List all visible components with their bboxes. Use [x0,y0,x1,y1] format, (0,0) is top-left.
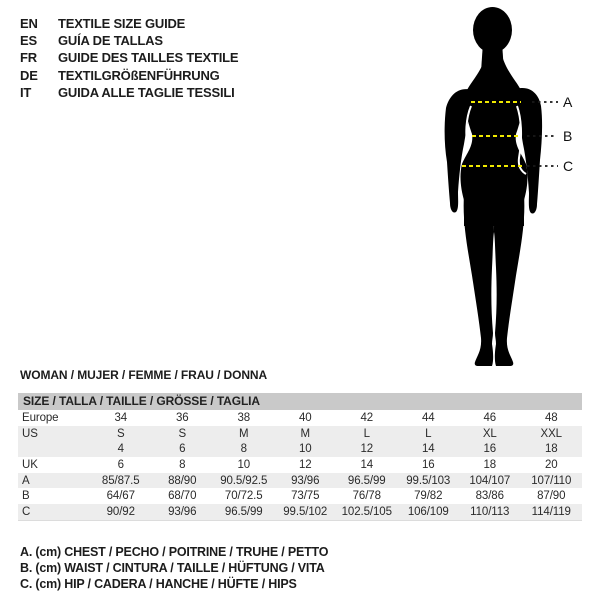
table-cell: 96.5/99 [224,505,263,518]
table-row-uk [18,457,582,473]
language-code: IT [20,84,32,100]
language-code: EN [20,16,38,32]
row-label: B [22,490,30,503]
table-row-us-number [18,441,582,457]
table-cell: 90.5/92.5 [220,474,268,487]
row-label: US [22,427,38,440]
language-code: FR [20,50,37,66]
table-cell: M [239,427,249,440]
language-title: GUÍA DE TALLAS [58,33,163,49]
language-code: DE [20,67,38,83]
table-cell: XL [482,427,497,440]
silhouette-right-leg [494,195,524,366]
row-label: UK [22,458,38,471]
language-row-fr [20,49,238,66]
table-cell: 44 [421,411,435,424]
table-cell: 68/70 [168,490,197,503]
table-cell: 104/107 [469,474,511,487]
table-cell: 42 [360,411,374,424]
table-cell: 107/110 [531,474,572,487]
table-cell: 96.5/99 [347,474,386,487]
language-title: TEXTILE SIZE GUIDE [58,16,186,32]
table-cell: 70/72.5 [224,490,263,503]
language-title: GUIDE DES TAILLES TEXTILE [58,50,239,66]
legend-line-hip: C. (cm) HIP / CADERA / HANCHE / HÜFTE / HIPS [20,577,297,591]
row-label: A [22,474,30,487]
table-cell: 20 [544,458,558,471]
row-label: C [22,505,31,518]
section-title: WOMAN / MUJER / FEMME / FRAU / DONNA [20,368,268,382]
table-cell: 76/78 [352,490,381,503]
table-cell: 16 [421,458,435,471]
table-cell: 79/82 [414,490,443,503]
table-cell: 16 [483,443,497,456]
table-cell: S [116,427,125,440]
table-cell: 34 [114,411,128,424]
language-title: GUIDA ALLE TAGLIE TESSILI [58,84,235,100]
table-cell: 4 [117,443,124,456]
measure-label-b: B [563,128,573,144]
woman-silhouette-figure [420,0,600,380]
row-label: Europe [22,411,59,424]
table-cell: 90/92 [106,505,135,518]
measurement-legend [20,544,328,592]
table-cell: 18 [544,443,558,456]
table-cell: 18 [483,458,497,471]
language-row-en [20,15,238,32]
table-cell: 99.5/103 [406,474,451,487]
table-cell: 14 [360,458,374,471]
language-list [20,15,238,101]
table-cell: 14 [421,443,435,456]
table-cell: 102.5/105 [341,505,392,518]
table-row-hip [18,504,582,520]
size-table-header: SIZE / TALLA / TAILLE / GRÖSSE / TAGLIA [18,393,582,410]
legend-line-chest: A. (cm) CHEST / PECHO / POITRINE / TRUHE / PETTO [20,545,329,559]
table-cell: 110/113 [470,505,510,518]
table-cell: 46 [483,411,497,424]
table-cell: M [300,427,310,440]
table-cell: 8 [179,458,186,471]
table-cell: 85/87.5 [101,474,140,487]
table-cell: 99.5/102 [283,505,328,518]
table-cell: 83/86 [475,490,504,503]
table-cell: L [363,427,370,440]
table-cell: 10 [237,458,251,471]
table-cell: 87/90 [537,490,566,503]
size-table-rows [18,410,582,521]
woman-silhouette-image [420,0,600,380]
language-row-it [20,84,238,101]
table-cell: 6 [117,458,124,471]
language-title: TEXTILGRÖßENFÜHRUNG [58,67,220,83]
measure-label-c: C [563,158,574,174]
table-cell: 8 [240,443,247,456]
table-row-us-letter [18,426,582,442]
table-cell: 36 [175,411,189,424]
table-cell: 10 [298,443,312,456]
table-row-waist [18,488,582,504]
table-cell: 6 [179,443,186,456]
table-cell: XXL [540,427,562,440]
table-cell: 106/109 [407,505,449,518]
table-cell: S [178,427,187,440]
table-cell: 48 [544,411,558,424]
table-cell: 64/67 [106,490,135,503]
table-cell: 12 [298,458,312,471]
language-row-es [20,32,238,49]
table-cell: 93/96 [291,474,320,487]
table-row-chest [18,473,582,489]
legend-line-waist: B. (cm) WAIST / CINTURA / TAILLE / HÜFTUNG / VITA [20,561,325,575]
table-cell: 38 [237,411,251,424]
table-cell: 93/96 [168,505,197,518]
table-cell: 12 [360,443,374,456]
language-code: ES [20,33,37,49]
measure-label-a: A [563,94,573,110]
table-cell: 40 [298,411,312,424]
table-cell: 88/90 [168,474,197,487]
table-row-europe [18,410,582,426]
table-cell: L [425,427,432,440]
table-cell: 73/75 [291,490,320,503]
table-cell: 114/119 [531,505,571,518]
size-table [18,393,582,521]
silhouette-left-leg [464,195,494,366]
language-row-de [20,67,238,84]
